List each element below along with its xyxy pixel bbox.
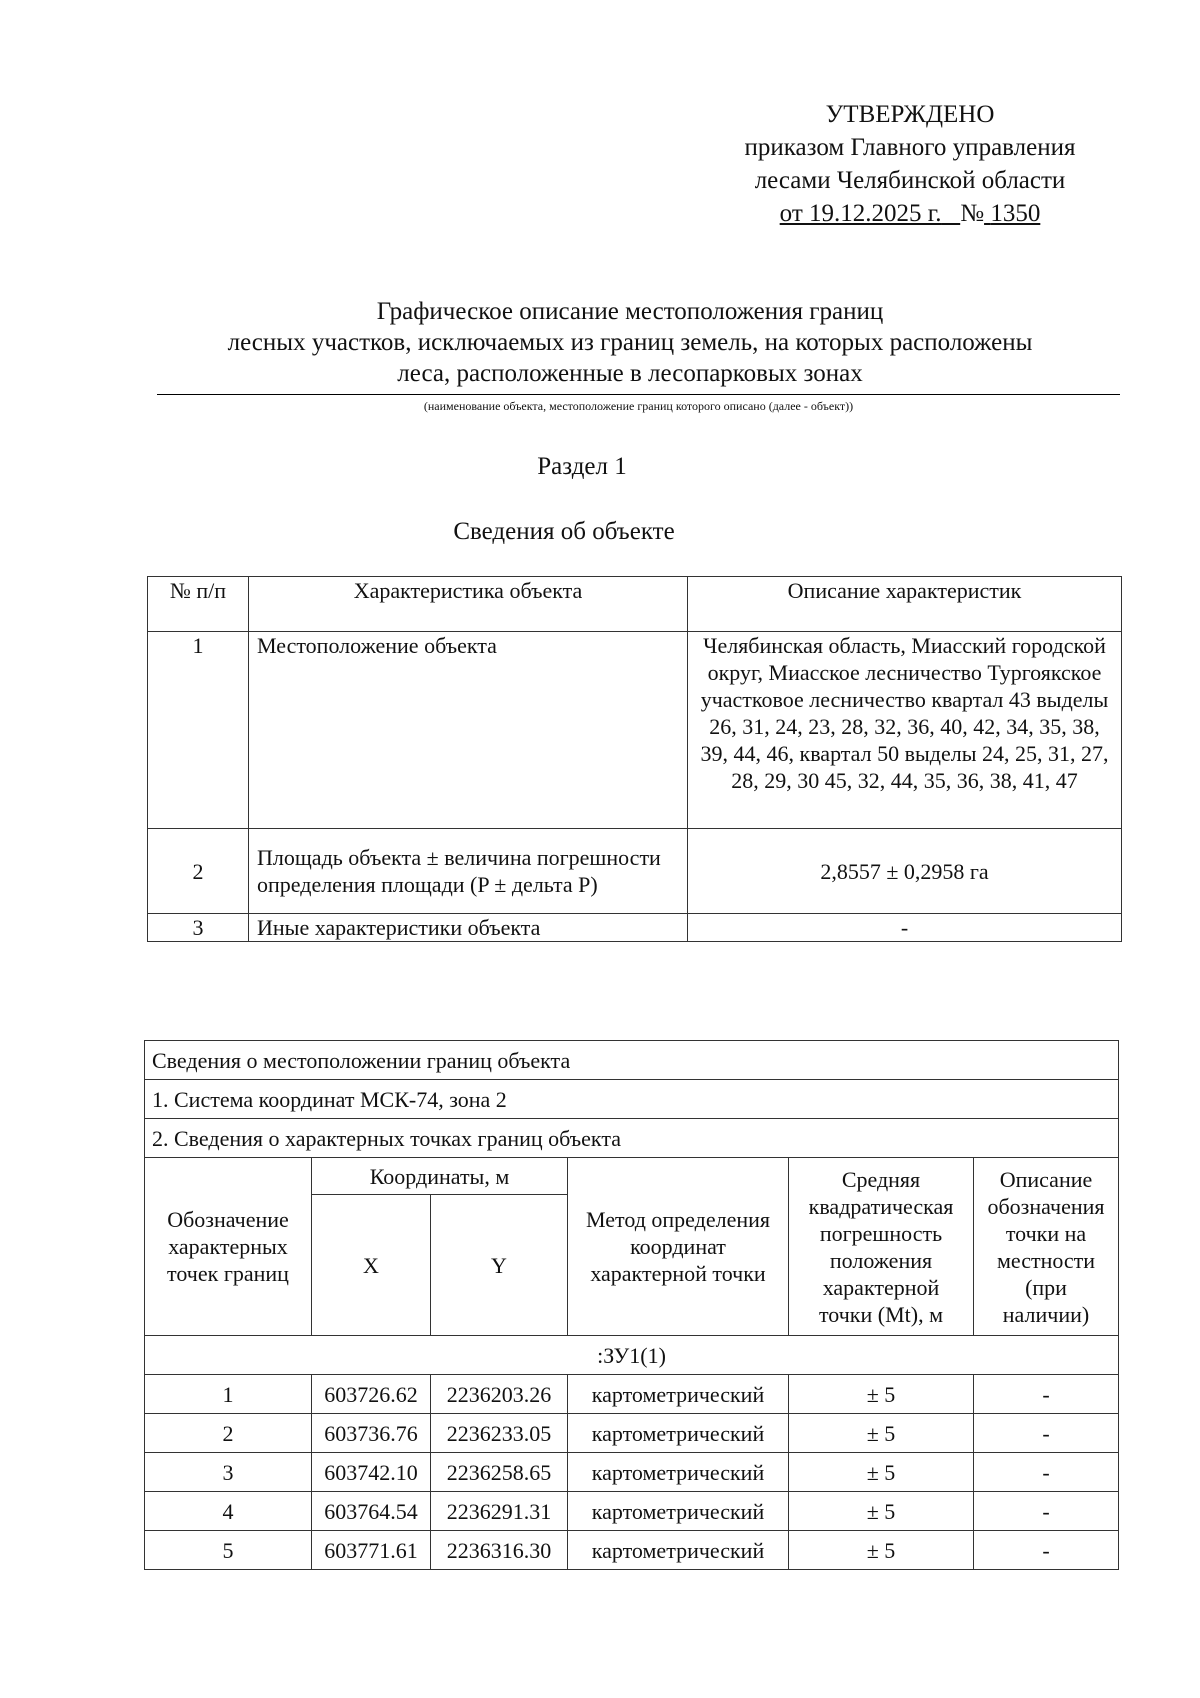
point-error: ± 5 bbox=[789, 1414, 974, 1453]
point-method: картометрический bbox=[568, 1531, 789, 1570]
table-row bbox=[145, 1375, 1119, 1414]
point-x: 603771.61 bbox=[312, 1531, 431, 1570]
section-1-heading: Раздел 1 bbox=[537, 453, 627, 480]
approval-line-2: лесами Челябинской области bbox=[754, 167, 1066, 194]
parcel-label: :ЗУ1(1) bbox=[145, 1336, 1119, 1375]
row-1-characteristic: Местоположение объекта bbox=[249, 632, 688, 829]
document-title-line-3: леса, расположенные в лесопарковых зонах bbox=[397, 360, 863, 387]
points-title-row bbox=[145, 1119, 1119, 1158]
approval-date: от 19.12.2025 г. bbox=[779, 200, 942, 227]
point-method: картометрический bbox=[568, 1375, 789, 1414]
point-error: ± 5 bbox=[789, 1453, 974, 1492]
point-y: 2236316.30 bbox=[431, 1531, 568, 1570]
table-row bbox=[145, 1453, 1119, 1492]
table-header-row bbox=[145, 1158, 1119, 1195]
point-y: 2236203.26 bbox=[431, 1375, 568, 1414]
row-2-num: 2 bbox=[148, 829, 249, 914]
point-id: 1 bbox=[145, 1375, 312, 1414]
document-title-line-2: лесных участков, исключаемых из границ земель, на которых расположены bbox=[227, 329, 1033, 356]
parcel-row bbox=[145, 1336, 1119, 1375]
header-characteristic: Характеристика объекта bbox=[249, 577, 688, 632]
point-method: картометрический bbox=[568, 1492, 789, 1531]
coord-system-row bbox=[145, 1080, 1119, 1119]
title-caption: (наименование объекта, местоположение границ которого описано (далее - объект)) bbox=[423, 399, 854, 413]
info-title-row bbox=[145, 1041, 1119, 1080]
table-row bbox=[148, 632, 1122, 829]
header-x: X bbox=[312, 1195, 431, 1336]
document-title-line-1: Графическое описание местоположения границ bbox=[376, 298, 884, 325]
header-method: Метод определения координат характерной точки bbox=[568, 1158, 789, 1336]
row-3-num: 3 bbox=[148, 914, 249, 942]
header-num: № п/п bbox=[148, 577, 249, 632]
table-row bbox=[148, 829, 1122, 914]
row-1-description: Челябинская область, Миасский городской округ, Миасское лесничество Тургоякское участковое лесничество квартал 43 выделы 26, 31, 24, 23, 28, 32, 36, 40, 42, 34, 35, 38, 39, 44, 46, квартал 50 выделы 24, 25, 31, 27, 28, 29, 30 45, 32, 44, 35, 36, 38, 41, 47 bbox=[688, 632, 1122, 829]
point-desc: - bbox=[974, 1492, 1119, 1531]
coord-system: 1. Система координат МСК-74, зона 2 bbox=[145, 1080, 1119, 1119]
point-x: 603764.54 bbox=[312, 1492, 431, 1531]
point-desc: - bbox=[974, 1531, 1119, 1570]
object-info-table bbox=[147, 576, 1122, 942]
point-x: 603726.62 bbox=[312, 1375, 431, 1414]
approval-block bbox=[700, 98, 1120, 230]
table-row bbox=[145, 1531, 1119, 1570]
section-1-subheading: Сведения об объекте bbox=[453, 518, 675, 545]
document-title bbox=[150, 296, 1110, 389]
point-id: 5 bbox=[145, 1531, 312, 1570]
point-desc: - bbox=[974, 1414, 1119, 1453]
point-id: 2 bbox=[145, 1414, 312, 1453]
approval-title: УТВЕРЖДЕНО bbox=[825, 101, 995, 128]
point-y: 2236233.05 bbox=[431, 1414, 568, 1453]
title-underline bbox=[157, 394, 1120, 395]
header-y: Y bbox=[431, 1195, 568, 1336]
point-method: картометрический bbox=[568, 1453, 789, 1492]
approval-date-line bbox=[700, 197, 1120, 230]
point-id: 4 bbox=[145, 1492, 312, 1531]
point-y: 2236258.65 bbox=[431, 1453, 568, 1492]
point-error: ± 5 bbox=[789, 1492, 974, 1531]
point-y: 2236291.31 bbox=[431, 1492, 568, 1531]
row-2-description: 2,8557 ± 0,2958 га bbox=[688, 829, 1122, 914]
table-header-row bbox=[148, 577, 1122, 632]
boundary-points-table bbox=[144, 1040, 1119, 1570]
table-row bbox=[145, 1414, 1119, 1453]
points-title: 2. Сведения о характерных точках границ объекта bbox=[145, 1119, 1119, 1158]
header-point: Обозначение характерных точек границ bbox=[145, 1158, 312, 1336]
point-method: картометрический bbox=[568, 1414, 789, 1453]
header-coords: Координаты, м bbox=[312, 1158, 568, 1195]
point-x: 603736.76 bbox=[312, 1414, 431, 1453]
point-error: ± 5 bbox=[789, 1531, 974, 1570]
row-1-num: 1 bbox=[148, 632, 249, 829]
point-x: 603742.10 bbox=[312, 1453, 431, 1492]
row-3-characteristic: Иные характеристики объекта bbox=[249, 914, 688, 942]
row-3-description: - bbox=[688, 914, 1122, 942]
approval-number-label: № bbox=[960, 200, 985, 227]
point-id: 3 bbox=[145, 1453, 312, 1492]
row-2-characteristic: Площадь объекта ± величина погрешности определения площади (P ± дельта P) bbox=[249, 829, 688, 914]
header-description: Описание характеристик bbox=[688, 577, 1122, 632]
approval-number: 1350 bbox=[990, 200, 1041, 227]
point-desc: - bbox=[974, 1375, 1119, 1414]
table-row bbox=[148, 914, 1122, 942]
header-desc: Описание обозначения точки на местности (при наличии) bbox=[974, 1158, 1119, 1336]
point-error: ± 5 bbox=[789, 1375, 974, 1414]
table-row bbox=[145, 1492, 1119, 1531]
info-title: Сведения о местоположении границ объекта bbox=[145, 1041, 1119, 1080]
point-desc: - bbox=[974, 1453, 1119, 1492]
approval-line-1: приказом Главного управления bbox=[744, 134, 1076, 161]
header-error: Средняя квадратическая погрешность положения характерной точки (Mt), м bbox=[789, 1158, 974, 1336]
